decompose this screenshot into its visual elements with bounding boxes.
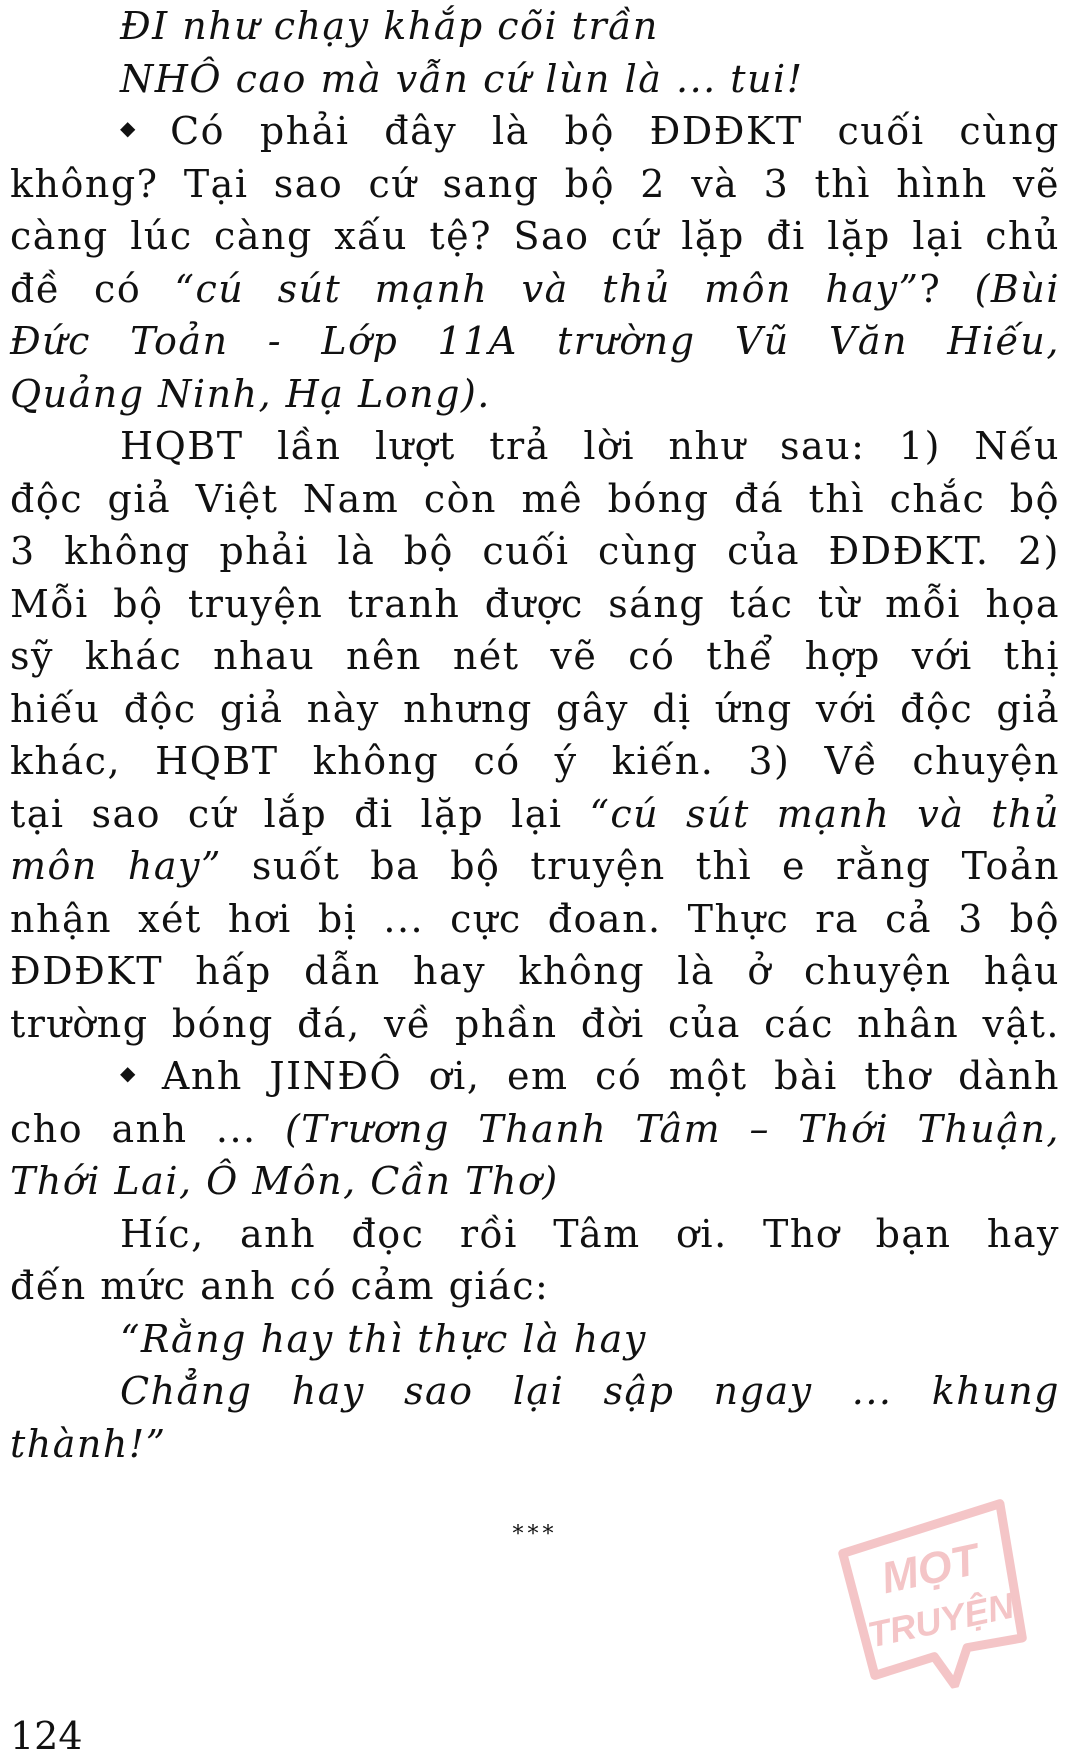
- text-line: không? Tại sao cứ sang bộ 2 và 3 thì hình vẽ: [10, 161, 1060, 206]
- answer-line: Híc, anh đọc rồi Tâm ơi. Thơ bạn hay: [120, 1211, 1060, 1256]
- poem-line: “Rằng hay thì thực là hay: [120, 1316, 647, 1361]
- question-line: ◆ Anh JINĐÔ ơi, em có một bài thơ dành: [10, 1050, 1060, 1103]
- text-line: 3 không phải là bộ cuối cùng của ĐDĐKT. 2): [10, 529, 1060, 573]
- poem-line: Chẳng hay sao lại sập ngay ... khung: [120, 1369, 1060, 1413]
- text-line: càng lúc càng xấu tệ? Sao cứ lặp đi lặp lại chủ: [10, 214, 1060, 258]
- poem-line: ĐI như chạy khắp cõi trần: [120, 4, 659, 48]
- poem-line: thành!”: [10, 1421, 167, 1466]
- watermark-logo: [819, 1486, 1053, 1709]
- text-line: Mỗi bộ truyện tranh được sáng tác từ mỗi họa: [10, 581, 1060, 626]
- text-line: Quảng Ninh, Hạ Long).: [10, 371, 491, 416]
- watermark-text-bottom: TRUYỆN: [864, 1584, 1018, 1656]
- text-line: đề có “cú sút mạnh và thủ môn hay”? (Bùi: [10, 266, 1060, 311]
- poem-line: NHÔ cao mà vẫn cứ lùn là ... tui!: [120, 56, 804, 101]
- text-line: Thới Lai, Ô Môn, Cần Thơ): [10, 1159, 559, 1203]
- text-line: Đức Toản - Lớp 11A trường Vũ Văn Hiếu,: [10, 319, 1060, 363]
- text-line: độc giả Việt Nam còn mê bóng đá thì chắc bộ: [10, 476, 1060, 521]
- text-line: cho anh ... (Trương Thanh Tâm – Thới Thuận,: [10, 1106, 1060, 1151]
- text-line: khác, HQBT không có ý kiến. 3) Về chuyện: [10, 739, 1060, 783]
- answer-line: HQBT lần lượt trả lời như sau: 1) Nếu: [120, 424, 1060, 468]
- question-line: ◆ Có phải đây là bộ ĐDĐKT cuối cùng: [10, 105, 1060, 158]
- section-separator: ***: [512, 1522, 558, 1547]
- text-line: trường bóng đá, về phần đời của các nhân vật.: [10, 1001, 1060, 1046]
- text-line: đến mức anh có cảm giác:: [10, 1264, 550, 1308]
- watermark-text-top: MỌT: [877, 1535, 983, 1604]
- text-line: hiếu độc giả này nhưng gây dị ứng với độc giả: [10, 686, 1060, 731]
- text-line: nhận xét hơi bị ... cực đoan. Thực ra cả 3 bộ: [10, 896, 1060, 941]
- text-line: ĐDĐKT hấp dẫn hay không là ở chuyện hậu: [10, 949, 1060, 993]
- page-number: 124: [10, 1714, 83, 1758]
- text-line: sỹ khác nhau nên nét vẽ có thể hợp với thị: [10, 634, 1060, 678]
- body-text: [10, 0, 1060, 1470]
- book-page: [10, 0, 1060, 1763]
- text-line: tại sao cứ lắp đi lặp lại “cú sút mạnh và thủ: [10, 791, 1060, 836]
- text-line: môn hay” suốt ba bộ truyện thì e rằng Toản: [10, 844, 1060, 888]
